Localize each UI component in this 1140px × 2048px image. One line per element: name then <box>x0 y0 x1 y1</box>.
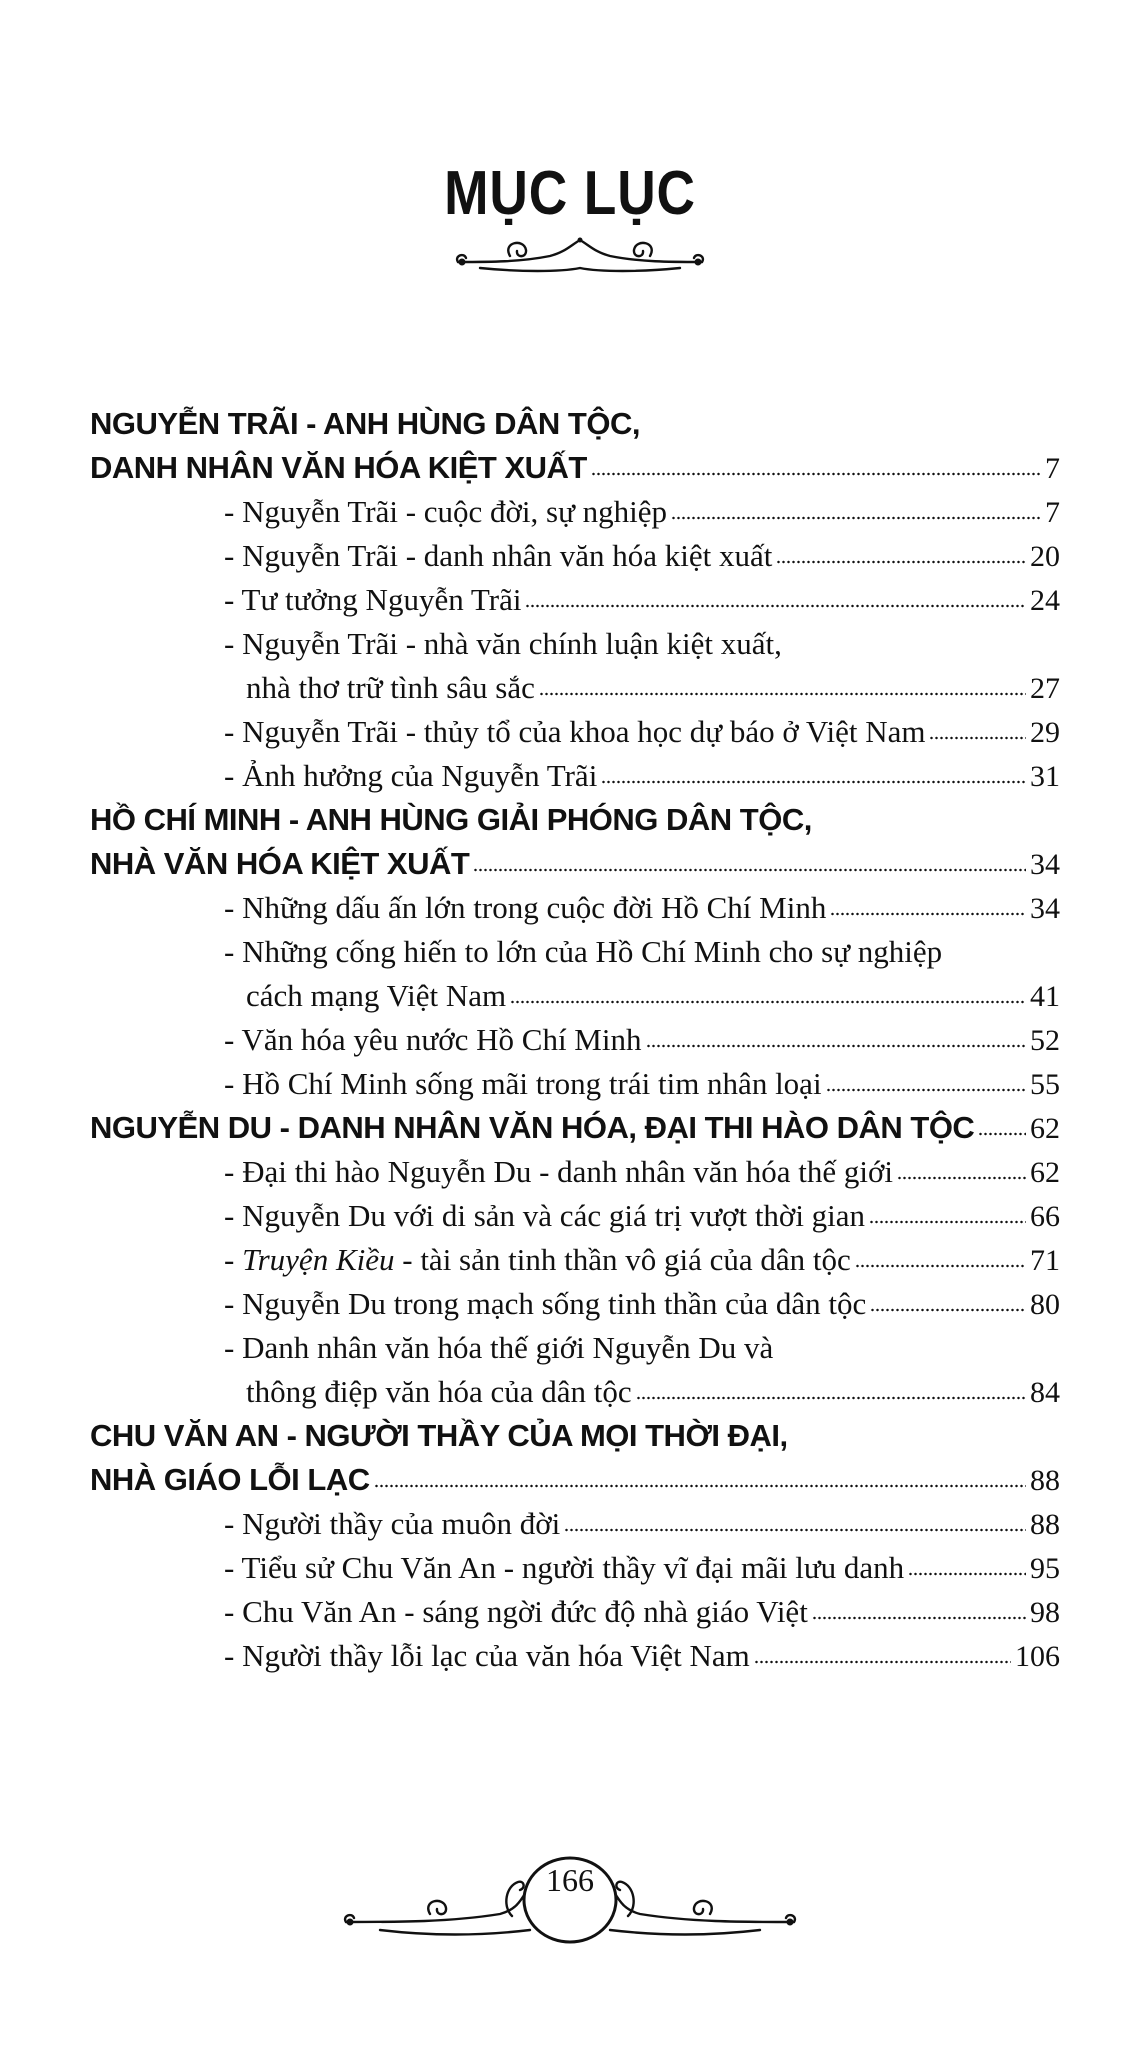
toc-entry[interactable] <box>90 578 1060 622</box>
toc-entry-text: - Nguyễn Du với di sản và các giá trị vượt thời gian <box>224 1198 866 1233</box>
toc-entry-text <box>224 1238 851 1282</box>
dash-prefix: - <box>224 1242 243 1277</box>
page-ref: 66 <box>1030 1200 1060 1233</box>
toc-entry-text: - Những cống hiến to lớn của Hồ Chí Minh cho sự nghiệp <box>224 934 943 969</box>
dot-leader <box>908 1572 1026 1576</box>
page-number: 166 <box>546 1862 594 1898</box>
dot-leader <box>754 1660 1011 1664</box>
page-ref: 88 <box>1030 1508 1060 1541</box>
section-heading-text: NGUYỄN TRÃI - ANH HÙNG DÂN TỘC, <box>90 406 640 441</box>
toc-entry-continued[interactable] <box>90 974 1060 1018</box>
page-ref: 62 <box>1030 1112 1060 1145</box>
dot-leader <box>510 1000 1026 1004</box>
toc-entry[interactable] <box>90 1018 1060 1062</box>
section-heading[interactable] <box>90 1106 1060 1150</box>
dot-leader <box>374 1484 1026 1488</box>
toc-entry[interactable] <box>90 1150 1060 1194</box>
toc-entry[interactable] <box>90 534 1060 578</box>
toc-entry-text: - Nguyễn Trãi - nhà văn chính luận kiệt xuất, <box>224 626 782 661</box>
page-ref: 29 <box>1030 716 1060 749</box>
toc-entry-text: - Nguyễn Trãi - thủy tổ của khoa học dự báo ở Việt Nam <box>224 714 926 749</box>
section-heading[interactable] <box>90 1414 1060 1458</box>
page-ref: 88 <box>1030 1464 1060 1497</box>
page-ref: 31 <box>1030 760 1060 793</box>
dot-leader <box>564 1528 1026 1532</box>
page-ref: 98 <box>1030 1596 1060 1629</box>
page-ref: 84 <box>1030 1376 1060 1409</box>
page-ref: 71 <box>1030 1244 1060 1277</box>
toc-entry[interactable] <box>90 490 1060 534</box>
section-heading-text: NHÀ GIÁO LỖI LẠC <box>90 1462 370 1497</box>
toc-entry-text: - Văn hóa yêu nước Hồ Chí Minh <box>224 1022 642 1057</box>
toc-entry[interactable] <box>90 710 1060 754</box>
toc-entry-text: - Đại thi hào Nguyễn Du - danh nhân văn hóa thế giới <box>224 1154 893 1189</box>
title-ornament-icon <box>450 232 710 278</box>
section-heading[interactable] <box>90 402 1060 446</box>
dot-leader <box>473 868 1026 872</box>
section-heading-text: NHÀ VĂN HÓA KIỆT XUẤT <box>90 846 470 881</box>
dot-leader <box>855 1264 1026 1268</box>
table-of-contents <box>90 402 1060 1678</box>
toc-entry-text: cách mạng Việt Nam <box>246 978 507 1013</box>
toc-entry[interactable] <box>90 754 1060 798</box>
dot-leader <box>929 736 1026 740</box>
toc-entry-continued[interactable] <box>90 1370 1060 1414</box>
entry-rest: - tài sản tinh thần vô giá của dân tộc <box>394 1242 851 1277</box>
section-heading-text: CHU VĂN AN - NGƯỜI THẦY CỦA MỌI THỜI ĐẠI, <box>90 1418 788 1453</box>
toc-entry-text: - Người thầy của muôn đời <box>224 1506 561 1541</box>
toc-entry[interactable] <box>90 1062 1060 1106</box>
page-ref: 7 <box>1045 452 1060 485</box>
page-ref: 34 <box>1030 848 1060 881</box>
toc-entry[interactable] <box>90 930 1060 974</box>
toc-entry[interactable] <box>90 1326 1060 1370</box>
dot-leader <box>897 1176 1026 1180</box>
toc-entry-text: - Những dấu ấn lớn trong cuộc đời Hồ Chí Minh <box>224 890 827 925</box>
toc-entry-text: - Tư tưởng Nguyễn Trãi <box>224 582 522 617</box>
dot-leader <box>601 780 1026 784</box>
toc-entry[interactable] <box>90 1546 1060 1590</box>
page-ref: 27 <box>1030 672 1060 705</box>
dot-leader <box>525 604 1026 608</box>
toc-entry-text: - Ảnh hưởng của Nguyễn Trãi <box>224 758 598 793</box>
toc-entry[interactable] <box>90 1634 1060 1678</box>
page-ref: 24 <box>1030 584 1060 617</box>
section-heading[interactable] <box>90 798 1060 842</box>
dot-leader <box>776 560 1026 564</box>
dot-leader <box>978 1132 1026 1136</box>
page-ref: 80 <box>1030 1288 1060 1321</box>
page-ref: 7 <box>1045 496 1060 529</box>
toc-entry-text: - Hồ Chí Minh sống mãi trong trái tim nhân loại <box>224 1066 822 1101</box>
toc-entry[interactable] <box>90 622 1060 666</box>
dot-leader <box>671 516 1041 520</box>
dot-leader <box>869 1220 1026 1224</box>
page-ref: 52 <box>1030 1024 1060 1057</box>
dot-leader <box>646 1044 1027 1048</box>
toc-entry-text: - Chu Văn An - sáng ngời đức độ nhà giáo Việt <box>224 1594 808 1629</box>
page-ref: 34 <box>1030 892 1060 925</box>
toc-entry-text: - Nguyễn Du trong mạch sống tinh thần của dân tộc <box>224 1286 867 1321</box>
page-ref: 20 <box>1030 540 1060 573</box>
toc-entry-text: - Nguyễn Trãi - danh nhân văn hóa kiệt xuất <box>224 538 773 573</box>
section-heading[interactable] <box>90 1458 1060 1502</box>
page-ref: 62 <box>1030 1156 1060 1189</box>
page-title: MỤC LỤC <box>444 159 696 228</box>
page-ref: 95 <box>1030 1552 1060 1585</box>
dot-leader <box>826 1088 1026 1092</box>
dot-leader <box>636 1396 1026 1400</box>
section-heading[interactable] <box>90 446 1060 490</box>
section-heading-text: DANH NHÂN VĂN HÓA KIỆT XUẤT <box>90 450 587 485</box>
page-ref: 41 <box>1030 980 1060 1013</box>
page-ref: 106 <box>1015 1640 1060 1673</box>
toc-entry[interactable] <box>90 886 1060 930</box>
section-heading[interactable] <box>90 842 1060 886</box>
toc-entry-text: - Nguyễn Trãi - cuộc đời, sự nghiệp <box>224 494 668 529</box>
dot-leader <box>830 912 1026 916</box>
toc-entry-text: nhà thơ trữ tình sâu sắc <box>246 670 535 705</box>
dot-leader <box>591 472 1041 476</box>
dot-leader <box>539 692 1026 696</box>
toc-entry-text: - Danh nhân văn hóa thế giới Nguyễn Du và <box>224 1330 774 1365</box>
toc-entry[interactable] <box>90 1502 1060 1546</box>
toc-entry[interactable] <box>90 1238 1060 1282</box>
page-ref: 55 <box>1030 1068 1060 1101</box>
toc-entry-continued[interactable] <box>90 666 1060 710</box>
italic-work-title: Truyện Kiều <box>242 1242 395 1277</box>
toc-entry-text: - Người thầy lỗi lạc của văn hóa Việt Nam <box>224 1638 750 1673</box>
dot-leader <box>812 1616 1026 1620</box>
toc-entry-text: - Tiểu sử Chu Văn An - người thầy vĩ đại mãi lưu danh <box>224 1550 905 1585</box>
toc-entry[interactable] <box>90 1194 1060 1238</box>
dot-leader <box>870 1308 1026 1312</box>
section-heading-text: NGUYỄN DU - DANH NHÂN VĂN HÓA, ĐẠI THI HÀO DÂN TỘC <box>90 1110 975 1145</box>
toc-entry-text: thông điệp văn hóa của dân tộc <box>246 1374 632 1409</box>
toc-entry[interactable] <box>90 1282 1060 1326</box>
toc-entry[interactable] <box>90 1590 1060 1634</box>
section-heading-text: HỒ CHÍ MINH - ANH HÙNG GIẢI PHÓNG DÂN TỘC, <box>90 802 812 837</box>
